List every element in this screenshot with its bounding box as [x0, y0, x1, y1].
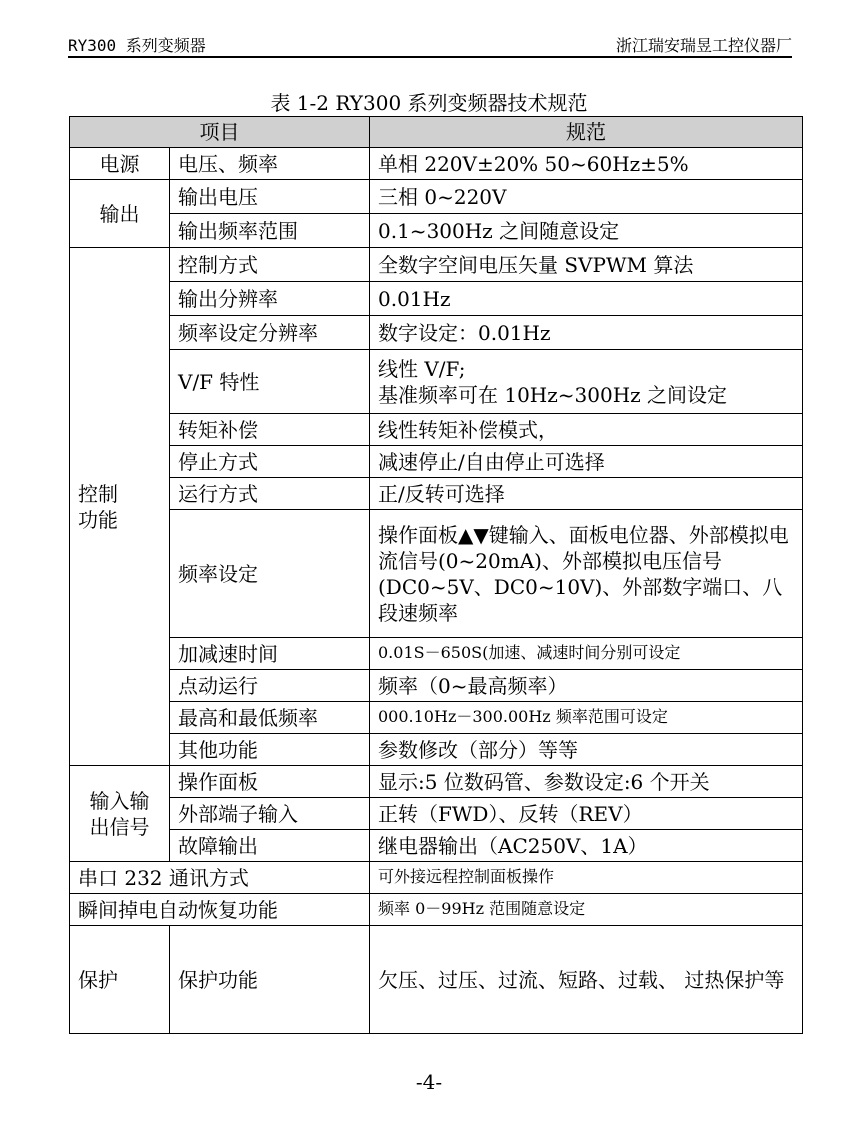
table-row — [70, 248, 803, 282]
item-cell: V/F 特性 — [170, 350, 370, 414]
table-row — [70, 148, 803, 180]
spec-table — [69, 116, 803, 1034]
category-control-line2: 功能 — [78, 507, 118, 532]
item-cell: 其他功能 — [170, 734, 370, 766]
page-number: -4- — [415, 1070, 443, 1094]
table-row — [70, 798, 803, 830]
category-io — [70, 766, 170, 862]
spec-cell: 0.1~300Hz 之间随意设定 — [370, 214, 803, 248]
category-io-line2: 出信号 — [89, 814, 150, 839]
table-row — [70, 316, 803, 350]
item-cell: 输出电压 — [170, 180, 370, 214]
spec-cell: 正/反转可选择 — [370, 478, 803, 510]
spec-line: 线性 V/F; — [378, 356, 466, 381]
table-row — [70, 414, 803, 446]
table-row — [70, 446, 803, 478]
item-cell: 控制方式 — [170, 248, 370, 282]
spec-cell: 参数修改（部分）等等 — [370, 734, 803, 766]
spec-cell: 频率 0－99Hz 范围随意设定 — [370, 894, 803, 926]
table-row — [70, 926, 803, 1034]
spec-cell: 操作面板▲▼键输入、面板电位器、外部模拟电流信号(0~20mA)、外部模拟电压信号(DC0~5V、DC0~10V)、外部数字端口、八段速频率 — [370, 510, 803, 638]
spec-cell: 频率（0~最高频率） — [370, 670, 803, 702]
table-row — [70, 766, 803, 798]
header-company: 浙江瑞安瑞昱工控仪器厂 — [615, 36, 792, 55]
table-row — [70, 670, 803, 702]
spec-cell: 三相 0~220V — [370, 180, 803, 214]
table-row — [70, 214, 803, 248]
table-row — [70, 894, 803, 926]
spec-cell — [370, 350, 803, 414]
table-row — [70, 638, 803, 670]
table-row — [70, 702, 803, 734]
category-serial: 串口 232 通讯方式 — [70, 862, 370, 894]
category-recovery: 瞬间掉电自动恢复功能 — [70, 894, 370, 926]
spec-cell: 数字设定：0.01Hz — [370, 316, 803, 350]
table-header-row — [70, 117, 803, 148]
spec-cell: 全数字空间电压矢量 SVPWM 算法 — [370, 248, 803, 282]
category-protection: 保护 — [70, 926, 170, 1034]
item-cell: 停止方式 — [170, 446, 370, 478]
page-header — [68, 30, 792, 58]
category-control — [70, 248, 170, 766]
spec-cell: 0.01S－650S(加速、减速时间分别可设定 — [370, 638, 803, 670]
table-row — [70, 734, 803, 766]
item-cell: 电压、频率 — [170, 148, 370, 180]
spec-cell: 正转（FWD）、反转（REV） — [370, 798, 803, 830]
item-cell: 输出分辨率 — [170, 282, 370, 316]
item-cell: 点动运行 — [170, 670, 370, 702]
header-product: RY300 系列变频器 — [68, 36, 206, 55]
item-cell: 加减速时间 — [170, 638, 370, 670]
category-control-line1: 控制 — [78, 481, 118, 506]
table-row — [70, 830, 803, 862]
item-cell: 保护功能 — [170, 926, 370, 1034]
spec-cell: 0.01Hz — [370, 282, 803, 316]
spec-cell: 减速停止/自由停止可选择 — [370, 446, 803, 478]
item-cell: 频率设定分辨率 — [170, 316, 370, 350]
table-row — [70, 180, 803, 214]
table-title: 表 1-2 RY300 系列变频器技术规范 — [270, 91, 588, 115]
spec-cell: 可外接远程控制面板操作 — [370, 862, 803, 894]
table-row — [70, 478, 803, 510]
spec-cell: 线性转矩补偿模式， — [370, 414, 803, 446]
item-cell: 转矩补偿 — [170, 414, 370, 446]
column-spec: 规范 — [370, 117, 803, 148]
item-cell: 故障输出 — [170, 830, 370, 862]
spec-line: 基准频率可在 10Hz~300Hz 之间设定 — [378, 382, 728, 407]
table-row — [70, 282, 803, 316]
category-io-line1: 输入输 — [89, 788, 150, 813]
category-output: 输出 — [70, 180, 170, 248]
spec-cell: 显示:5 位数码管、参数设定:6 个开关 — [370, 766, 803, 798]
category-power: 电源 — [70, 148, 170, 180]
item-cell: 操作面板 — [170, 766, 370, 798]
spec-cell: 000.10Hz－300.00Hz 频率范围可设定 — [370, 702, 803, 734]
item-cell: 输出频率范围 — [170, 214, 370, 248]
table-row — [70, 350, 803, 414]
column-item: 项目 — [70, 117, 370, 148]
item-cell: 频率设定 — [170, 510, 370, 638]
spec-cell: 欠压、过压、过流、短路、过载、 过热保护等 — [370, 926, 803, 1034]
item-cell: 外部端子输入 — [170, 798, 370, 830]
spec-cell: 继电器输出（AC250V、1A） — [370, 830, 803, 862]
spec-cell: 单相 220V±20% 50~60Hz±5% — [370, 148, 803, 180]
item-cell: 最高和最低频率 — [170, 702, 370, 734]
table-row — [70, 862, 803, 894]
item-cell: 运行方式 — [170, 478, 370, 510]
table-row — [70, 510, 803, 638]
